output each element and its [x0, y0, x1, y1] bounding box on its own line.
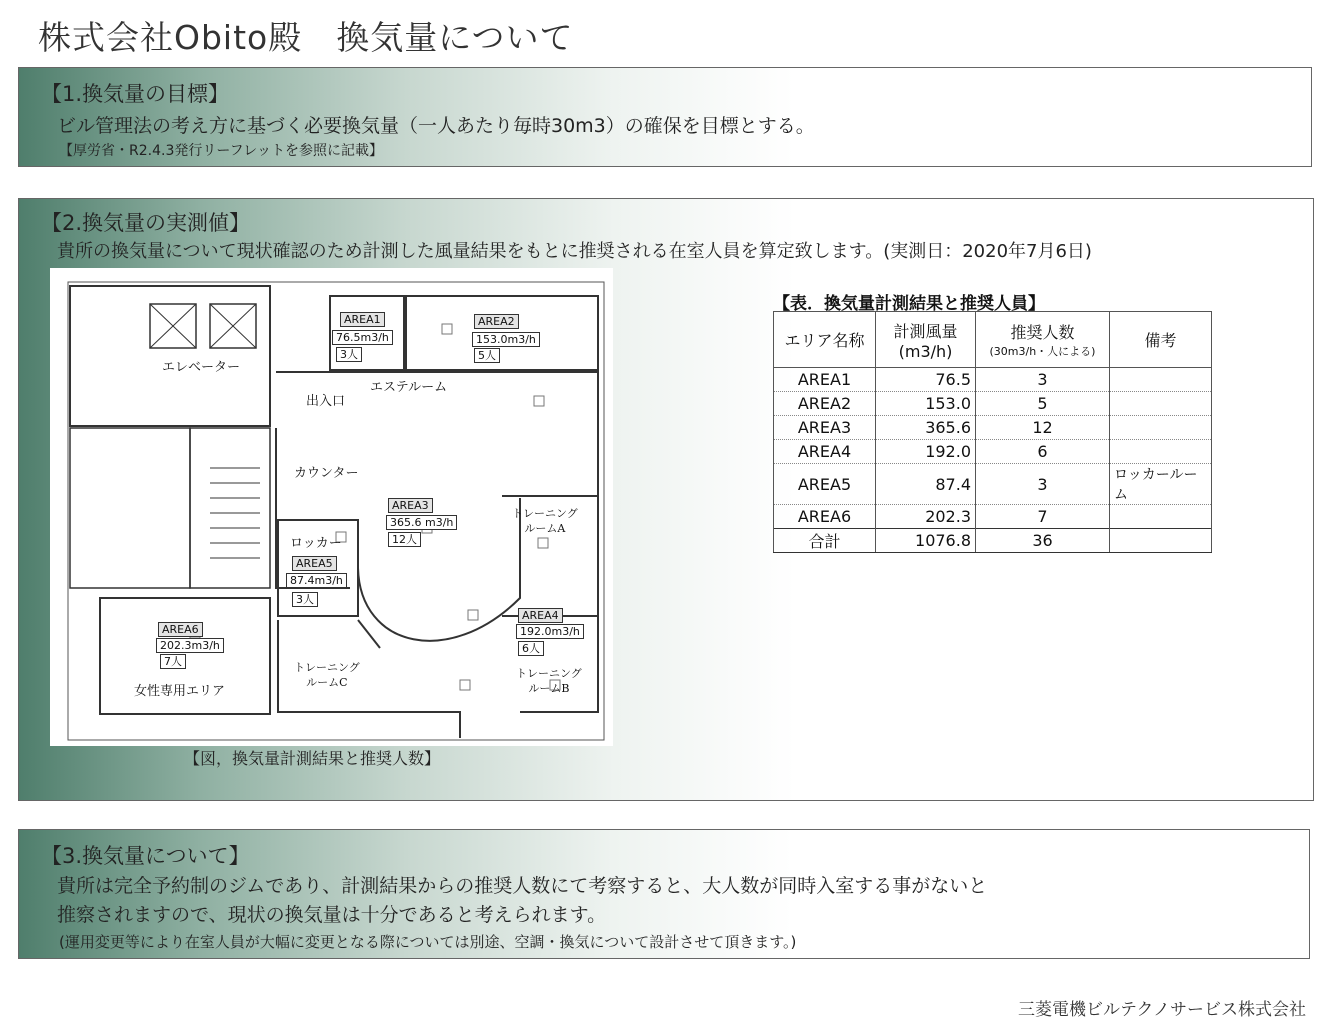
section1-heading: 【1.換気量の目標】 [41, 82, 230, 106]
area1-name: AREA1 [340, 312, 385, 327]
label-women-area: 女性専用エリア [134, 684, 226, 699]
label-locker: ロッカー [290, 536, 342, 551]
area3-people: 12人 [388, 532, 421, 547]
area4-people: 6人 [518, 641, 544, 656]
cell-flow: 87.4 [876, 464, 976, 505]
company-name: 三菱電機ビルテクノサービス株式会社 [1018, 1000, 1306, 1020]
cell-note [1110, 368, 1212, 392]
area5-people: 3人 [292, 592, 318, 607]
area5-flow: 87.4m3/h [286, 573, 347, 588]
section2-heading: 【2.換気量の実測値】 [41, 211, 251, 235]
cell-flow: 76.5 [876, 368, 976, 392]
section1-note: 【厚労省・R2.4.3発行リーフレットを参照に記載】 [59, 143, 383, 159]
area3-name: AREA3 [388, 498, 433, 513]
header-area-text: エリア名称 [784, 331, 865, 350]
area6-people: 7人 [160, 654, 186, 669]
cell-area: AREA6 [774, 505, 876, 529]
label-training-c [294, 660, 360, 690]
area1-flow: 76.5m3/h [332, 330, 393, 345]
total-label: 合計 [774, 529, 876, 553]
cell-people: 3 [976, 368, 1110, 392]
label-training-a-line2: ルームA [524, 522, 566, 535]
table-row [774, 440, 1212, 464]
area4-name: AREA4 [518, 608, 563, 623]
table-row [774, 392, 1212, 416]
area3-flow: 365.6 m3/h [386, 515, 457, 530]
label-training-a [512, 506, 578, 536]
cell-people: 5 [976, 392, 1110, 416]
floor-plan [50, 268, 613, 746]
cell-flow: 202.3 [876, 505, 976, 529]
section3-heading: 【3.換気量について】 [41, 844, 250, 868]
cell-flow: 365.6 [876, 416, 976, 440]
total-note [1110, 529, 1212, 553]
section-ventilation-target [18, 67, 1312, 167]
ventilation-results-table [773, 311, 1212, 553]
document-title: 株式会社Obito殿 換気量について [38, 18, 574, 57]
label-counter: カウンター [294, 466, 359, 481]
label-training-b-line2: ルームB [528, 682, 570, 695]
label-training-c-line1: トレーニング [294, 661, 360, 674]
area6-name: AREA6 [158, 622, 203, 637]
label-training-b-line1: トレーニング [516, 667, 582, 680]
area4-flow: 192.0m3/h [516, 624, 584, 639]
area6-flow: 202.3m3/h [156, 638, 224, 653]
cell-area: AREA5 [774, 464, 876, 505]
section3-text-line1: 貴所は完全予約制のジムであり、計測結果からの推奨人数にて考察すると、大人数が同時入室する事がないと [57, 875, 988, 897]
area1-people: 3人 [336, 347, 362, 362]
cell-note: ロッカールーム [1110, 464, 1212, 505]
cell-people: 12 [976, 416, 1110, 440]
area2-name: AREA2 [474, 314, 519, 329]
table-row [774, 505, 1212, 529]
label-training-a-line1: トレーニング [512, 507, 578, 520]
header-area [774, 312, 876, 368]
section3-note: (運用変更等により在室人員が大幅に変更となる際については別途、空調・換気について設計させて頂きます。) [59, 933, 797, 951]
cell-note [1110, 392, 1212, 416]
section1-text: ビル管理法の考え方に基づく必要換気量（一人あたり毎時30m3）の確保を目標とする。 [57, 115, 815, 137]
table-total-row [774, 529, 1212, 553]
label-elevator: エレベーター [162, 360, 241, 375]
area2-people: 5人 [474, 348, 500, 363]
table-title: 【表．換気量計測結果と推奨人員】 [773, 294, 1045, 314]
table-row [774, 416, 1212, 440]
label-esthe-room: エステルーム [370, 380, 448, 395]
cell-people: 6 [976, 440, 1110, 464]
header-people-line1: 推奨人数 [1010, 323, 1075, 342]
cell-area: AREA1 [774, 368, 876, 392]
section2-text: 貴所の換気量について現状確認のため計測した風量結果をもとに推奨される在室人員を算定致します。(実測日：2020年7月6日) [57, 241, 1092, 262]
header-flow-line2: (m3/h) [898, 341, 953, 361]
cell-note [1110, 505, 1212, 529]
table-row [774, 464, 1212, 505]
header-people [976, 312, 1110, 368]
cell-people: 3 [976, 464, 1110, 505]
header-flow-line1: 計測風量 [893, 321, 958, 341]
cell-flow: 153.0 [876, 392, 976, 416]
cell-people: 7 [976, 505, 1110, 529]
cell-area: AREA2 [774, 392, 876, 416]
header-notes-text: 備考 [1144, 331, 1177, 350]
cell-area: AREA3 [774, 416, 876, 440]
total-people: 36 [976, 529, 1110, 553]
total-flow: 1076.8 [876, 529, 976, 553]
section-ventilation-conclusion [18, 829, 1310, 959]
cell-area: AREA4 [774, 440, 876, 464]
label-training-c-line2: ルームC [306, 676, 348, 689]
section3-text-line2: 推察されますので、現状の換気量は十分であると考えられます。 [57, 904, 607, 926]
label-entrance: 出入口 [306, 394, 346, 409]
cell-note [1110, 416, 1212, 440]
cell-note [1110, 440, 1212, 464]
label-training-b [516, 666, 582, 696]
header-notes [1110, 312, 1212, 368]
header-flow [876, 312, 976, 368]
table-row [774, 368, 1212, 392]
area2-flow: 153.0m3/h [472, 332, 540, 347]
figure-caption: 【図，換気量計測結果と推奨人数】 [184, 749, 441, 768]
area5-name: AREA5 [292, 556, 337, 571]
cell-flow: 192.0 [876, 440, 976, 464]
header-people-line2: (30m3/h・人による) [989, 345, 1096, 358]
